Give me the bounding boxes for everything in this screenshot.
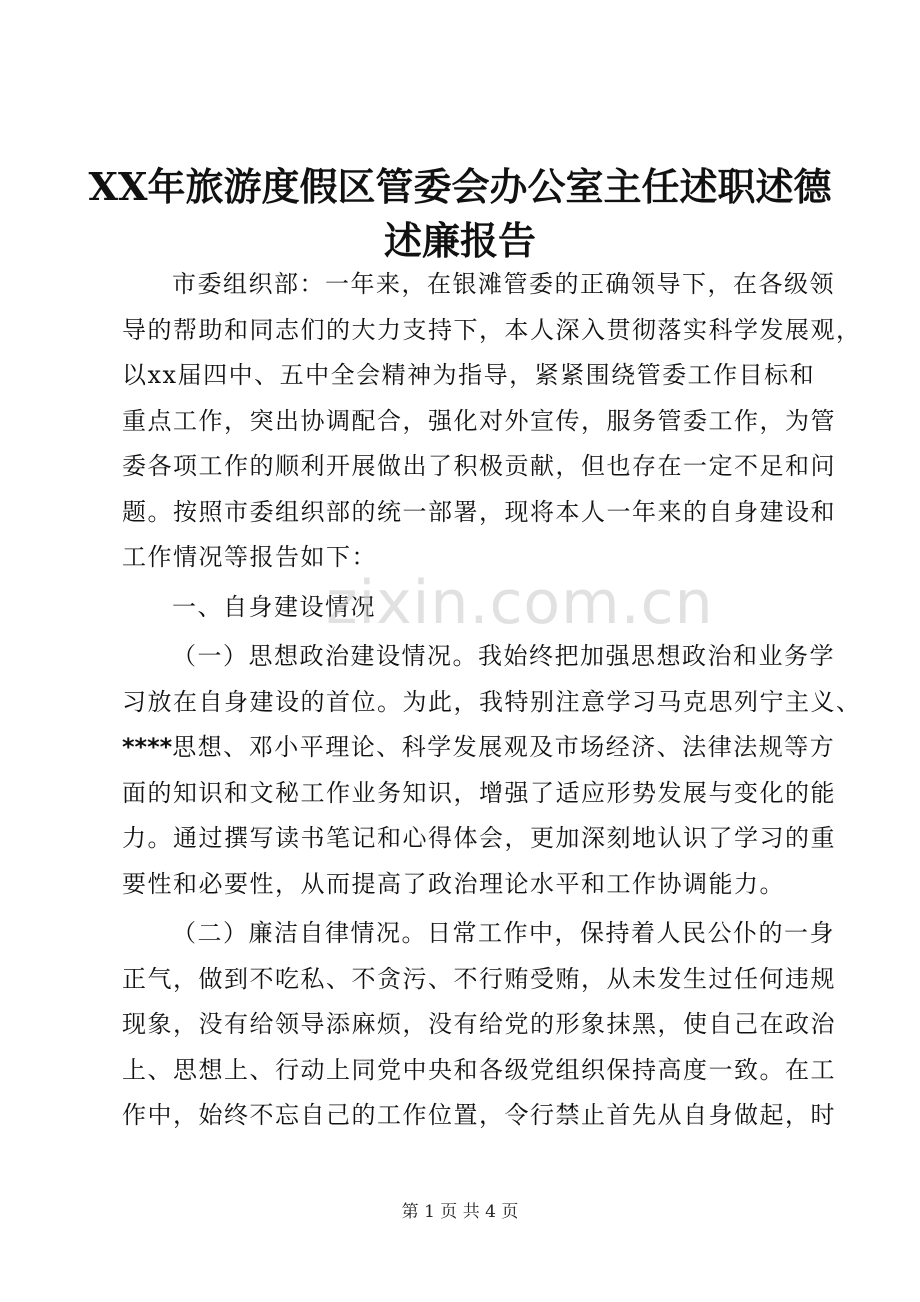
paragraph-1-line-6: 题。按照市委组织部的统一部署，现将本人一年来的自身建设和: [122, 497, 836, 526]
document-title: [0, 160, 920, 268]
paragraph-2-line-2: 习放在自身建设的首位。为此，我特别注意学习马克思列宁主义、: [122, 687, 862, 716]
paragraph-2-line-4: 面的知识和文秘工作业务知识，增强了适应形势发展与变化的能: [122, 778, 836, 807]
section-1-heading: 一、自身建设情况: [172, 592, 376, 621]
title-line-1: XX年旅游度假区管委会办公室主任述职述德: [88, 164, 832, 209]
title-line-2: 述廉报告: [383, 218, 536, 263]
paragraph-1-line-7: 工作情况等报告如下：: [122, 543, 377, 571]
paragraph-3-line-1: （二）廉洁自律情况。日常工作中，保持着人民公仆的一身: [172, 919, 835, 947]
paragraph-3-line-2: 正气，做到不吃私、不贪污、不行贿受贿，从未发生过任何违规: [122, 964, 836, 993]
paragraph-3-line-5: 作中，始终不忘自己的工作位置，令行禁止首先从自身做起，时: [122, 1101, 836, 1129]
paragraph-1-line-4: 重点工作，突出协调配合，强化对外宣传，服务管委工作，为管: [122, 406, 836, 435]
paragraph-3-line-4: 上、思想上、行动上同党中央和各级党组织保持高度一致。在工: [122, 1055, 836, 1084]
paragraph-1-line-2: 导的帮助和同志们的大力支持下，本人深入贯彻落实科学发展观，: [122, 315, 862, 344]
paragraph-1-line-1: 市委组织部：一年来，在银滩管委的正确领导下，在各级领: [172, 270, 835, 298]
masked-text: ****: [122, 733, 173, 761]
page-footer: 第 1 页 共 4 页: [401, 1202, 519, 1222]
paragraph-2-line-5: 力。通过撰写读书笔记和心得体会，更加深刻地认识了学习的重: [122, 824, 836, 852]
paragraph-2-line-6: 要性和必要性，从而提高了政治理论水平和工作协调能力。: [122, 869, 785, 898]
paragraph-3-line-3: 现象，没有给领导添麻烦，没有给党的形象抹黑，使自己在政治: [122, 1010, 836, 1038]
paragraph-1-line-3: 以xx届四中、五中全会精神为指导，紧紧围绕管委工作目标和: [122, 361, 816, 389]
paragraph-2-line-3-text: 思想、邓小平理论、科学发展观及市场经济、法律法规等方: [172, 733, 836, 761]
paragraph-2-line-1: （一）思想政治建设情况。我始终把加强思想政治和业务学: [172, 642, 835, 670]
document-body: [122, 262, 862, 1139]
watermark: zixin.com.cn: [326, 568, 714, 638]
paragraph-2-line-3: [122, 725, 836, 771]
paragraph-1-line-5: 委各项工作的顺利开展做出了积极贡献，但也存在一定不足和问: [122, 452, 836, 480]
